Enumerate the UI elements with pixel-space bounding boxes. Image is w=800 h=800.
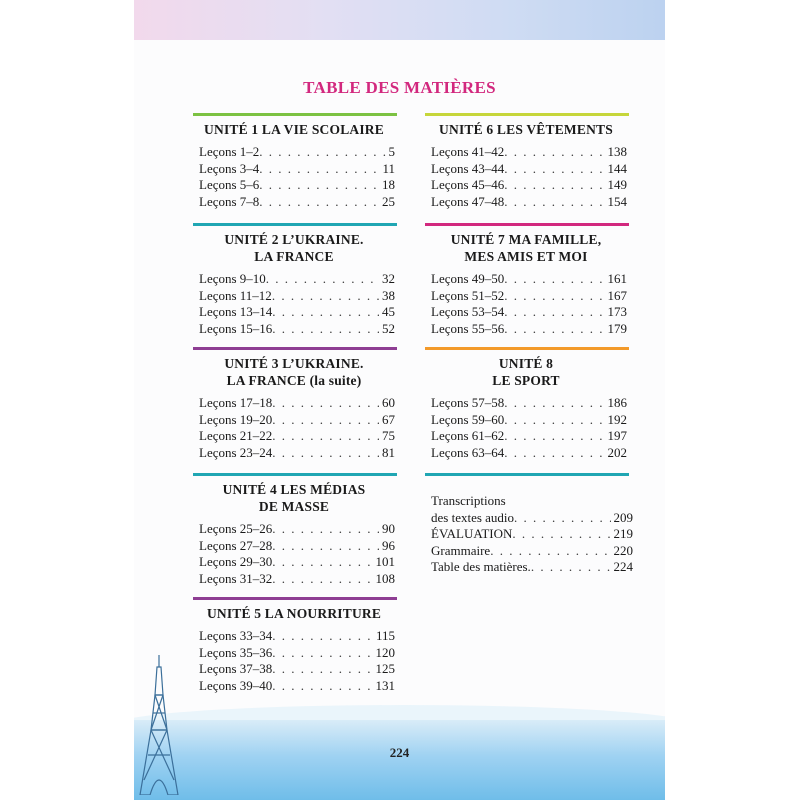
- toc-row-page: 90: [382, 521, 395, 536]
- toc-row-label: Leçons 33–34: [199, 628, 273, 643]
- unit-2-section: [193, 223, 395, 337]
- toc-row-page: 149: [607, 177, 627, 193]
- toc-row-page: 81: [382, 444, 395, 460]
- unit-5-heading: UNITÉ 5 LA NOURRITURE: [206, 606, 382, 621]
- toc-row-page: 202: [607, 444, 627, 460]
- toc-row-label: ÉVALUATION: [431, 526, 513, 542]
- toc-row: [199, 395, 395, 412]
- toc-row-page: 75: [382, 428, 395, 444]
- toc-row: [199, 304, 395, 321]
- toc-leader-dots: [259, 194, 379, 211]
- toc-row-label: Leçons 43–44: [431, 160, 505, 176]
- extras-transcriptions-line: Transcriptions: [431, 493, 506, 508]
- toc-row: [431, 161, 627, 178]
- toc-row: [199, 661, 395, 678]
- toc-row: [199, 177, 395, 194]
- toc-leader-dots: [504, 161, 604, 178]
- toc-row-label: Leçons 11–12: [199, 287, 272, 303]
- unit-8-heading: UNITÉ 8 LE SPORT: [492, 356, 560, 388]
- toc-row-label: Leçons 59–60: [431, 411, 505, 427]
- unit-7-section: [425, 223, 627, 337]
- toc-row-page: 138: [607, 144, 627, 159]
- toc-row-label: Leçons 61–62: [431, 428, 505, 444]
- toc-row-label: Leçons 9–10: [199, 271, 266, 286]
- toc-leader-dots: [272, 554, 372, 571]
- toc-row: [199, 628, 395, 645]
- unit-8-section: [425, 347, 627, 461]
- toc-row-label: Leçons 29–30: [199, 554, 273, 570]
- toc-row-label: Table des matières.: [431, 559, 531, 575]
- toc-leader-dots: [531, 559, 611, 576]
- unit-2-heading: UNITÉ 2 L’UKRAINE. LA FRANCE: [224, 232, 364, 264]
- toc-row-page: 108: [375, 570, 395, 586]
- toc-leader-dots: [272, 661, 372, 678]
- unit-3-heading: UNITÉ 3 L’UKRAINE. LA FRANCE (la suite): [224, 356, 364, 388]
- toc-row: [199, 161, 395, 178]
- toc-row: [431, 177, 627, 194]
- toc-row-label: Leçons 49–50: [431, 271, 505, 286]
- toc-row: [431, 526, 633, 543]
- toc-row-page: 224: [613, 559, 633, 575]
- toc-row: [199, 194, 395, 211]
- extras-color-bar: [425, 473, 629, 476]
- toc-row-label: Leçons 51–52: [431, 287, 505, 303]
- unit-8-color-bar: [425, 347, 629, 350]
- toc-row-page: 5: [388, 144, 395, 159]
- toc-row: [199, 538, 395, 555]
- toc-row: [431, 194, 627, 211]
- toc-row-page: 186: [607, 395, 627, 410]
- toc-leader-dots: [504, 321, 604, 338]
- unit-8-lessons: [431, 395, 627, 461]
- toc-row: [199, 412, 395, 429]
- toc-row-page: 101: [375, 554, 395, 570]
- toc-row: [199, 521, 395, 538]
- unit-1-color-bar: [193, 113, 397, 116]
- toc-row-page: 161: [607, 271, 627, 286]
- toc-leader-dots: [504, 412, 604, 429]
- toc-row-label: Leçons 7–8: [199, 193, 260, 209]
- toc-row-label: Leçons 31–32: [199, 570, 273, 586]
- toc-row: [199, 571, 395, 588]
- top-decorative-band: [134, 0, 665, 40]
- unit-2-lessons: [199, 271, 395, 337]
- toc-row: [431, 412, 627, 429]
- toc-row-page: 219: [613, 526, 633, 542]
- toc-row-page: 125: [375, 661, 395, 677]
- toc-leader-dots: [259, 161, 379, 178]
- unit-1-section: [193, 113, 395, 210]
- unit-3-lessons: [199, 395, 395, 461]
- toc-row-label: Leçons 13–14: [199, 304, 273, 320]
- unit-7-lessons: [431, 271, 627, 337]
- toc-leader-dots: [272, 538, 379, 555]
- toc-leader-dots: [272, 678, 372, 695]
- toc-leader-dots: [504, 194, 604, 211]
- toc-row-label: des textes audio: [431, 509, 515, 525]
- toc-row-page: 192: [607, 411, 627, 427]
- unit-1-heading: UNITÉ 1 LA VIE SCOLAIRE: [204, 122, 384, 137]
- toc-row-label: Leçons 17–18: [199, 395, 273, 410]
- extras-section: [431, 493, 633, 576]
- toc-row-label: Leçons 57–58: [431, 395, 505, 410]
- toc-leader-dots: [272, 445, 379, 462]
- toc-row-label: Leçons 5–6: [199, 177, 260, 193]
- toc-row-label: Leçons 39–40: [199, 677, 273, 693]
- toc-row-page: 52: [382, 320, 395, 336]
- toc-row-page: 115: [375, 628, 395, 643]
- toc-row-label: Leçons 1–2: [199, 144, 260, 159]
- toc-row: [199, 288, 395, 305]
- toc-leader-dots: [504, 445, 604, 462]
- unit-6-heading: UNITÉ 6 LES VÊTEMENTS: [439, 122, 613, 137]
- toc-row-page: 38: [382, 287, 395, 303]
- unit-3-color-bar: [193, 347, 397, 350]
- document-page: [134, 0, 665, 800]
- toc-leader-dots: [504, 144, 604, 161]
- toc-row-page: 120: [375, 644, 395, 660]
- toc-row-label: Leçons 27–28: [199, 537, 273, 553]
- toc-row-page: 67: [382, 411, 395, 427]
- toc-row: [431, 271, 627, 288]
- eiffel-tower-icon: [138, 655, 180, 795]
- toc-row: [431, 321, 627, 338]
- toc-leader-dots: [272, 304, 379, 321]
- toc-row-page: 209: [613, 509, 633, 525]
- toc-row-label: Grammaire: [431, 542, 491, 558]
- toc-row-page: 60: [382, 395, 395, 410]
- unit-2-color-bar: [193, 223, 397, 226]
- toc-row-label: Leçons 55–56: [431, 320, 505, 336]
- toc-row-page: 45: [382, 304, 395, 320]
- toc-row-label: Leçons 3–4: [199, 160, 260, 176]
- page-number: 224: [389, 745, 410, 760]
- toc-row: [199, 445, 395, 462]
- toc-leader-dots: [504, 177, 604, 194]
- toc-row-label: Leçons 47–48: [431, 193, 505, 209]
- toc-row-page: 96: [382, 537, 395, 553]
- toc-row-page: 32: [382, 271, 395, 286]
- toc-row: [431, 395, 627, 412]
- toc-row-label: Leçons 63–64: [431, 444, 505, 460]
- toc-row: [431, 543, 633, 560]
- toc-leader-dots: [272, 412, 379, 429]
- toc-leader-dots: [504, 288, 604, 305]
- extras-items: [431, 510, 633, 576]
- toc-row: [199, 144, 395, 161]
- toc-row: [431, 445, 627, 462]
- toc-leader-dots: [504, 395, 604, 412]
- toc-row-page: 167: [607, 287, 627, 303]
- toc-row-page: 220: [613, 542, 633, 558]
- toc-row-label: Leçons 35–36: [199, 644, 273, 660]
- unit-4-section: [193, 473, 395, 587]
- unit-5-color-bar: [193, 597, 397, 600]
- toc-leader-dots: [272, 628, 373, 645]
- toc-leader-dots: [504, 428, 604, 445]
- toc-leader-dots: [259, 177, 379, 194]
- unit-4-lessons: [199, 521, 395, 587]
- toc-row-label: Leçons 41–42: [431, 144, 505, 159]
- toc-row-page: 179: [607, 320, 627, 336]
- toc-leader-dots: [504, 271, 604, 288]
- unit-5-lessons: [199, 628, 395, 694]
- toc-row-label: Leçons 21–22: [199, 428, 273, 444]
- toc-row: [431, 144, 627, 161]
- toc-row-label: Leçons 23–24: [199, 444, 273, 460]
- toc-row-page: 197: [607, 428, 627, 444]
- toc-row-page: 144: [607, 160, 627, 176]
- toc-row-page: 11: [382, 160, 395, 176]
- unit-4-color-bar: [193, 473, 397, 476]
- toc-row: [199, 554, 395, 571]
- toc-row: [431, 428, 627, 445]
- page-title: TABLE DES MATIÈRES: [303, 78, 496, 97]
- toc-leader-dots: [512, 526, 610, 543]
- toc-row: [431, 559, 633, 576]
- toc-leader-dots: [272, 645, 372, 662]
- unit-6-section: [425, 113, 627, 210]
- toc-row-page: 173: [607, 304, 627, 320]
- toc-leader-dots: [272, 321, 379, 338]
- toc-row: [199, 645, 395, 662]
- toc-row: [431, 304, 627, 321]
- toc-row-page: 154: [607, 193, 627, 209]
- toc-row-page: 131: [375, 677, 395, 693]
- toc-row: [199, 321, 395, 338]
- toc-row-label: Leçons 53–54: [431, 304, 505, 320]
- toc-leader-dots: [272, 521, 379, 538]
- unit-6-lessons: [431, 144, 627, 210]
- toc-row: [199, 428, 395, 445]
- toc-row-page: 18: [382, 177, 395, 193]
- toc-leader-dots: [272, 288, 379, 305]
- toc-row: [431, 510, 633, 527]
- unit-1-lessons: [199, 144, 395, 210]
- unit-7-color-bar: [425, 223, 629, 226]
- toc-leader-dots: [272, 428, 379, 445]
- unit-5-section: [193, 597, 395, 694]
- toc-leader-dots: [272, 395, 379, 412]
- toc-row: [199, 678, 395, 695]
- toc-row-label: Leçons 45–46: [431, 177, 505, 193]
- toc-row-page: 25: [382, 193, 395, 209]
- toc-row-label: Leçons 25–26: [199, 521, 273, 536]
- toc-row: [431, 288, 627, 305]
- toc-row: [199, 271, 395, 288]
- toc-row-label: Leçons 37–38: [199, 661, 273, 677]
- unit-7-heading: UNITÉ 7 MA FAMILLE, MES AMIS ET MOI: [450, 232, 602, 264]
- toc-row-label: Leçons 19–20: [199, 411, 273, 427]
- unit-3-section: [193, 347, 395, 461]
- toc-leader-dots: [259, 144, 385, 161]
- toc-leader-dots: [490, 543, 610, 560]
- toc-leader-dots: [514, 510, 610, 527]
- toc-leader-dots: [504, 304, 604, 321]
- toc-leader-dots: [272, 571, 372, 588]
- toc-leader-dots: [266, 271, 379, 288]
- toc-row-label: Leçons 15–16: [199, 320, 273, 336]
- unit-4-heading: UNITÉ 4 LES MÉDIAS DE MASSE: [222, 482, 366, 514]
- unit-6-color-bar: [425, 113, 629, 116]
